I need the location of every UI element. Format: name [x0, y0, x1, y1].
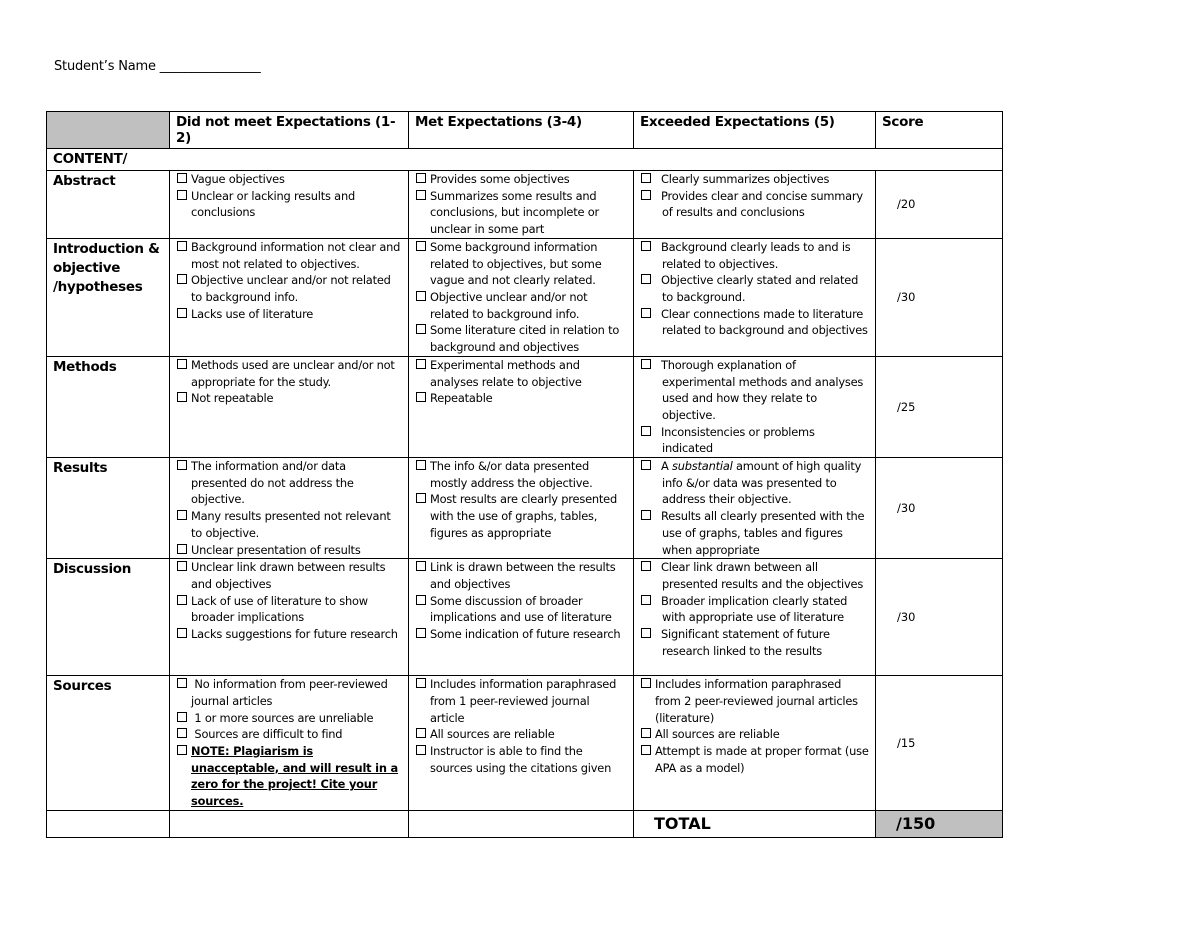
criterion-item [641, 626, 869, 659]
criterion-text: All sources are reliable [655, 727, 780, 742]
criterion-text: Unclear link drawn between results and objectives [191, 560, 386, 591]
exceeded-cell [634, 238, 876, 356]
rubric-row-abstract [47, 171, 1003, 239]
checkbox-icon [641, 728, 651, 738]
criterion-text: All sources are reliable [430, 727, 555, 742]
rubric-row-results [47, 458, 1003, 559]
criterion-text: Some background information related to objectives, but some vague and not clearly related. [430, 239, 602, 288]
criterion-item [641, 743, 869, 776]
checkbox-icon [641, 426, 651, 436]
checkbox-icon [177, 595, 187, 605]
score-value: /30 [876, 458, 1003, 559]
checkbox-icon [177, 392, 187, 402]
rubric-row-introduction-objective-hypotheses [47, 238, 1003, 356]
category-label: Methods [47, 356, 170, 457]
criterion-item [641, 239, 869, 272]
criterion-text: Link is drawn between the results and objectives [430, 560, 616, 591]
criterion-text: Sources are difficult to find [191, 727, 343, 742]
criterion-item [641, 188, 869, 221]
checkbox-icon [416, 460, 426, 470]
criterion-text: Experimental methods and analyses relate to objective [430, 357, 582, 389]
checkbox-icon [416, 595, 426, 605]
criterion-item [641, 593, 869, 626]
criterion-text: Most results are clearly presented with the use of graphs, tables, figures as appropriate [430, 492, 618, 540]
criterion-item [641, 508, 869, 558]
checkbox-icon [177, 460, 187, 470]
score-value: /20 [876, 171, 1003, 239]
criterion-text: Many results presented not relevant to objective. [191, 509, 391, 540]
checkbox-icon [177, 728, 187, 738]
met-cell [409, 238, 634, 356]
criterion-item [641, 424, 869, 457]
criterion-item [177, 508, 402, 541]
criterion-text: Thorough explanation of experimental methods and analyses used and how they relate to objective. [661, 357, 864, 422]
criterion-text: Clear connections made to literature related to background and objectives [661, 306, 868, 338]
criterion-text: The information and/or data presented do not address the objective. [191, 459, 354, 507]
criterion-item [177, 710, 402, 727]
criterion-item [416, 289, 627, 322]
checkbox-icon [641, 190, 651, 200]
note-text: NOTE: Plagiarism is unacceptable, and will result in a zero for the project! Cite your sources. [191, 744, 399, 809]
criterion-text: Objective unclear and/or not related to background info. [430, 289, 588, 321]
criterion-text: Background clearly leads to and is related to objectives. [661, 239, 851, 271]
criterion-text: Instructor is able to find the sources using the citations given [430, 744, 612, 775]
criterion-text: Clear link drawn between all presented results and the objectives [661, 560, 864, 591]
criterion-text: Background information not clear and most not related to objectives. [191, 239, 401, 271]
criterion-item [641, 171, 869, 188]
header-blank-cell [47, 112, 170, 149]
checkbox-icon [177, 173, 187, 183]
exceeded-cell [634, 171, 876, 239]
col-header-did-not-meet: Did not meet Expectations (1-2) [170, 112, 409, 149]
category-label: Abstract [47, 171, 170, 239]
criterion-text: Not repeatable [191, 391, 274, 406]
header-row [47, 112, 1003, 149]
score-value: /30 [876, 238, 1003, 356]
checkbox-icon [416, 324, 426, 334]
checkbox-icon [641, 510, 651, 520]
checkbox-icon [416, 173, 426, 183]
met-cell [409, 458, 634, 559]
criterion-text: Provides some objectives [430, 172, 570, 186]
empty-cell [47, 810, 170, 837]
criterion-text: Clearly summarizes objectives [661, 172, 830, 186]
criterion-item [177, 171, 402, 188]
checkbox-icon [641, 173, 651, 183]
checkbox-icon [416, 359, 426, 369]
criterion-item [416, 626, 627, 643]
category-label: Sources [47, 676, 170, 811]
criterion-text: Repeatable [430, 391, 493, 406]
did-not-meet-cell [170, 356, 409, 457]
criterion-text: 1 or more sources are unreliable [191, 710, 374, 725]
criterion-text: Provides clear and concise summary of results and conclusions [661, 188, 863, 220]
checkbox-icon [641, 745, 651, 755]
checkbox-icon [416, 241, 426, 251]
category-label: Discussion [47, 559, 170, 676]
checkbox-icon [177, 745, 187, 755]
rubric-row-methods [47, 356, 1003, 457]
criterion-text: Some indication of future research [430, 627, 621, 642]
checkbox-icon [177, 712, 187, 722]
criterion-item [416, 188, 627, 238]
criterion-text: Includes information paraphrased from 1 peer-reviewed journal article [430, 677, 617, 725]
exceeded-cell [634, 356, 876, 457]
criterion-text: Some literature cited in relation to background and objectives [430, 323, 620, 355]
checkbox-icon [177, 359, 187, 369]
criterion-item [177, 306, 402, 323]
criterion-text: No information from peer-reviewed journal articles [191, 677, 388, 708]
met-cell [409, 559, 634, 676]
criterion-item [641, 458, 869, 508]
criterion-text: Includes information paraphrased from 2 peer-reviewed journal articles (literature) [655, 677, 858, 725]
criterion-item [177, 726, 402, 743]
exceeded-cell [634, 559, 876, 676]
criterion-item [416, 491, 627, 541]
criterion-item [177, 626, 402, 643]
checkbox-icon [416, 628, 426, 638]
checkbox-icon [641, 241, 651, 251]
checkbox-icon [177, 308, 187, 318]
criterion-item [416, 743, 627, 776]
criterion-item [416, 726, 627, 743]
criterion-item [416, 171, 627, 188]
rubric-row-discussion [47, 559, 1003, 676]
criterion-item [641, 306, 869, 339]
met-cell [409, 171, 634, 239]
did-not-meet-cell [170, 171, 409, 239]
criterion-item [416, 322, 627, 355]
criterion-item [177, 542, 402, 559]
checkbox-icon [416, 561, 426, 571]
criterion-text: Results all clearly presented with the use of graphs, tables and figures when appropriate [661, 509, 865, 557]
empty-cell [170, 810, 409, 837]
criterion-item [641, 357, 869, 424]
checkbox-icon [641, 628, 651, 638]
criterion-item [641, 559, 869, 592]
criterion-item [641, 676, 869, 726]
checkbox-icon [177, 241, 187, 251]
checkbox-icon [177, 190, 187, 200]
rubric-row-sources [47, 676, 1003, 811]
checkbox-icon [177, 628, 187, 638]
checkbox-icon [177, 544, 187, 554]
checkbox-icon [177, 678, 187, 688]
met-cell [409, 356, 634, 457]
criterion-text: Unclear presentation of results [191, 542, 361, 557]
score-value: /15 [876, 676, 1003, 811]
criterion-item [416, 357, 627, 390]
checkbox-icon [641, 274, 651, 284]
student-name-field: Student’s Name ________________ [54, 59, 261, 74]
criterion-item [416, 239, 627, 289]
score-value: /30 [876, 559, 1003, 676]
checkbox-icon [416, 678, 426, 688]
checkbox-icon [416, 493, 426, 503]
score-value: /25 [876, 356, 1003, 457]
exceeded-cell [634, 676, 876, 811]
criterion-text: Objective clearly stated and related to background. [661, 273, 859, 304]
criterion-item [177, 357, 402, 390]
checkbox-icon [416, 392, 426, 402]
criterion-item [416, 458, 627, 491]
criterion-text: Broader implication clearly stated with appropriate use of literature [661, 593, 848, 625]
checkbox-icon [416, 190, 426, 200]
total-row [47, 810, 1003, 837]
criterion-item [416, 390, 627, 407]
checkbox-icon [641, 595, 651, 605]
criterion-item [641, 726, 869, 743]
checkbox-icon [641, 359, 651, 369]
criterion-text: Inconsistencies or problems indicated [661, 424, 815, 456]
criterion-item [177, 188, 402, 221]
total-score: /150 [876, 810, 1003, 837]
criterion-item [177, 272, 402, 305]
checkbox-icon [641, 678, 651, 688]
col-header-met: Met Expectations (3-4) [409, 112, 634, 149]
criterion-item [177, 593, 402, 626]
category-label: Introduction & objective /hypotheses [47, 238, 170, 356]
content-label: CONTENT/ [47, 149, 1003, 171]
criterion-item [416, 676, 627, 726]
criterion-text: Attempt is made at proper format (use APA as a model) [655, 744, 869, 775]
criterion-item [177, 676, 402, 709]
criterion-text: Some discussion of broader implications and use of literature [430, 593, 612, 625]
criterion-text: Significant statement of future research linked to the results [661, 627, 830, 658]
empty-cell [409, 810, 634, 837]
criterion-text: Vague objectives [191, 172, 285, 186]
criterion-text: The info &/or data presented mostly address the objective. [430, 459, 593, 490]
col-header-score: Score [876, 112, 1003, 149]
total-label: TOTAL [634, 810, 876, 837]
criterion-item [641, 272, 869, 305]
criterion-text: Summarizes some results and conclusions, but incomplete or unclear in some part [430, 188, 599, 237]
criterion-text: Unclear or lacking results and conclusions [191, 188, 355, 220]
criterion-item [177, 559, 402, 592]
checkbox-icon [641, 460, 651, 470]
category-label: Results [47, 458, 170, 559]
did-not-meet-cell [170, 676, 409, 811]
checkbox-icon [177, 561, 187, 571]
criterion-item [177, 390, 402, 407]
checkbox-icon [177, 274, 187, 284]
checkbox-icon [416, 745, 426, 755]
criterion-text: Lacks use of literature [191, 306, 314, 321]
criterion-text: Objective unclear and/or not related to background info. [191, 273, 391, 304]
col-header-exceeded: Exceeded Expectations (5) [634, 112, 876, 149]
checkbox-icon [641, 561, 651, 571]
rubric-table [46, 111, 1003, 838]
checkbox-icon [416, 291, 426, 301]
exceeded-cell [634, 458, 876, 559]
plagiarism-note [177, 743, 402, 810]
checkbox-icon [177, 510, 187, 520]
criterion-text: A substantial amount of high quality info &/or data was presented to address their objective. [661, 459, 862, 507]
checkbox-icon [416, 728, 426, 738]
criterion-item [177, 239, 402, 272]
criterion-item [416, 593, 627, 626]
content-label-row [47, 149, 1003, 171]
met-cell [409, 676, 634, 811]
did-not-meet-cell [170, 238, 409, 356]
criterion-text: Methods used are unclear and/or not appropriate for the study. [191, 357, 395, 389]
criterion-text: Lacks suggestions for future research [191, 627, 398, 642]
did-not-meet-cell [170, 559, 409, 676]
criterion-item [416, 559, 627, 592]
checkbox-icon [641, 308, 651, 318]
criterion-text: Lack of use of literature to show broader implications [191, 593, 368, 625]
did-not-meet-cell [170, 458, 409, 559]
criterion-item [177, 458, 402, 508]
